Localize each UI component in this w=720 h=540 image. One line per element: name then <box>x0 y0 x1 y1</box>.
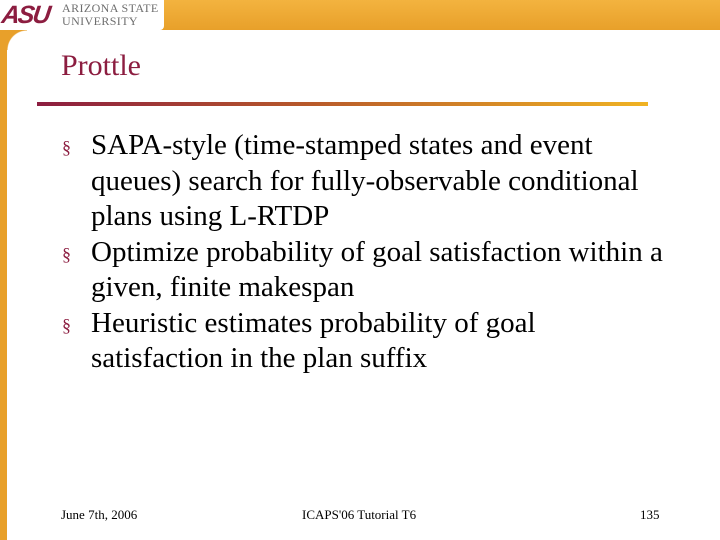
square-bullet-icon: § <box>62 243 71 264</box>
bullet-text: Heuristic estimates probability of goal satisfaction in the plan suffix <box>91 306 536 374</box>
slide-title: Prottle <box>61 49 141 82</box>
logo-university-name: ARIZONA STATE UNIVERSITY <box>62 1 159 28</box>
title-divider <box>37 102 648 106</box>
bullet-item <box>60 235 670 306</box>
footer-event: ICAPS'06 Tutorial T6 <box>302 507 417 522</box>
page-number: 135 <box>640 507 660 522</box>
bullet-list <box>60 128 670 377</box>
bullet-text: Optimize probability of goal satisfaction within a given, finite makespan <box>91 235 663 303</box>
footer-date: June 7th, 2006 <box>61 507 138 522</box>
logo-mark: ASU <box>0 1 51 29</box>
square-bullet-icon: § <box>62 314 71 335</box>
bullet-text: SAPA-style (time-stamped states and event queues) search for fully-observable conditional plans using L-RTDP <box>91 129 639 232</box>
square-bullet-icon: § <box>62 137 71 157</box>
bullet-item <box>60 128 670 235</box>
left-band <box>0 0 7 540</box>
band-corner <box>7 30 27 50</box>
university-logo <box>0 0 164 30</box>
bullet-item <box>60 306 670 377</box>
